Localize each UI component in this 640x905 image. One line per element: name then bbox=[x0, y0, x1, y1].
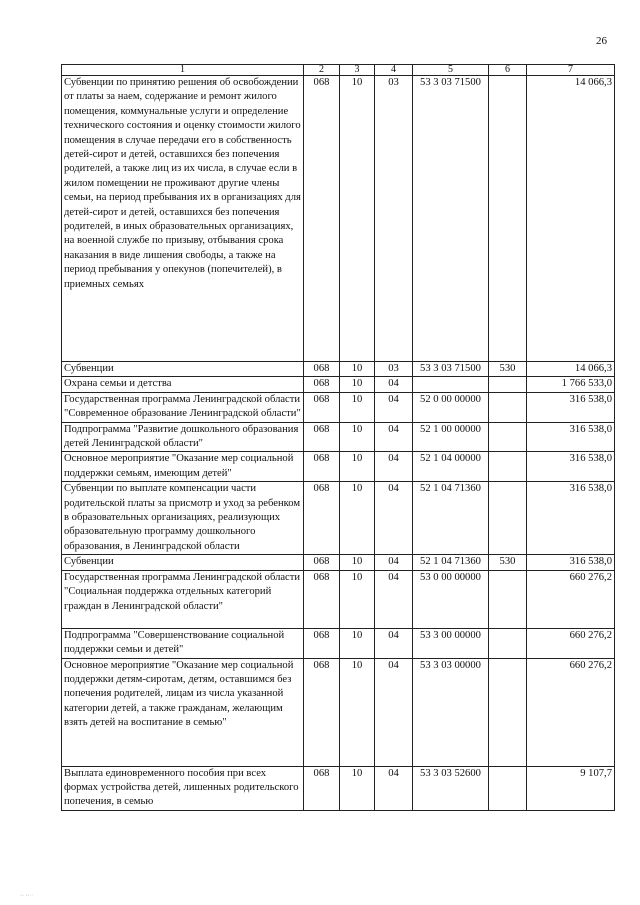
row-section-code: 10 bbox=[340, 76, 375, 362]
row-name: Государственная программа Ленинградской области "Современное образование Ленинградской области" bbox=[62, 392, 304, 422]
row-target-article: 53 3 03 00000 bbox=[413, 658, 489, 766]
header-col-7: 7 bbox=[527, 65, 615, 76]
row-amount: 660 276,2 bbox=[527, 570, 615, 628]
row-ministry-code: 068 bbox=[304, 422, 340, 452]
row-section-code: 10 bbox=[340, 658, 375, 766]
row-amount: 316 538,0 bbox=[527, 422, 615, 452]
table-row bbox=[62, 76, 615, 362]
row-name: Основное мероприятие "Оказание мер социальной поддержки детям-сиротам, детям, оставшимся без попечения родителей, лицам из числа указанной категории детей, а также гражданам, желающим взять детей на воспитание в семью" bbox=[62, 658, 304, 766]
row-name: Выплата единовременного пособия при всех формах устройства детей, лишенных родительского попечения, в семью bbox=[62, 766, 304, 810]
row-subsection-code: 04 bbox=[375, 422, 413, 452]
page-number: 26 bbox=[596, 35, 607, 47]
budget-table bbox=[61, 64, 615, 811]
row-section-code: 10 bbox=[340, 766, 375, 810]
row-target-article: 53 3 00 00000 bbox=[413, 628, 489, 658]
row-subsection-code: 04 bbox=[375, 392, 413, 422]
row-amount: 9 107,7 bbox=[527, 766, 615, 810]
row-ministry-code: 068 bbox=[304, 658, 340, 766]
table-row bbox=[62, 362, 615, 377]
row-subsection-code: 04 bbox=[375, 658, 413, 766]
table-row bbox=[62, 570, 615, 628]
row-subsection-code: 04 bbox=[375, 628, 413, 658]
row-amount: 316 538,0 bbox=[527, 392, 615, 422]
row-name: Субвенции bbox=[62, 362, 304, 377]
row-expense-type bbox=[489, 628, 527, 658]
row-ministry-code: 068 bbox=[304, 555, 340, 570]
row-section-code: 10 bbox=[340, 570, 375, 628]
row-name: Субвенции bbox=[62, 555, 304, 570]
row-target-article: 52 1 00 00000 bbox=[413, 422, 489, 452]
row-name: Основное мероприятие "Оказание мер социальной поддержки семьям, имеющим детей" bbox=[62, 452, 304, 482]
row-target-article: 52 1 04 00000 bbox=[413, 452, 489, 482]
table-row bbox=[62, 766, 615, 810]
row-amount: 316 538,0 bbox=[527, 482, 615, 555]
table-row bbox=[62, 422, 615, 452]
row-section-code: 10 bbox=[340, 482, 375, 555]
row-target-article: 52 1 04 71360 bbox=[413, 482, 489, 555]
row-expense-type bbox=[489, 422, 527, 452]
header-col-2: 2 bbox=[304, 65, 340, 76]
row-ministry-code: 068 bbox=[304, 362, 340, 377]
row-ministry-code: 068 bbox=[304, 392, 340, 422]
row-ministry-code: 068 bbox=[304, 76, 340, 362]
header-col-5: 5 bbox=[413, 65, 489, 76]
row-section-code: 10 bbox=[340, 628, 375, 658]
row-name: Государственная программа Ленинградской области "Социальная поддержка отдельных категорий граждан в Ленинградской области" bbox=[62, 570, 304, 628]
row-subsection-code: 04 bbox=[375, 570, 413, 628]
row-section-code: 10 bbox=[340, 392, 375, 422]
row-subsection-code: 04 bbox=[375, 555, 413, 570]
row-ministry-code: 068 bbox=[304, 482, 340, 555]
row-subsection-code: 04 bbox=[375, 452, 413, 482]
header-col-6: 6 bbox=[489, 65, 527, 76]
row-amount: 316 538,0 bbox=[527, 452, 615, 482]
row-target-article: 52 0 00 00000 bbox=[413, 392, 489, 422]
row-expense-type bbox=[489, 766, 527, 810]
table-row bbox=[62, 555, 615, 570]
row-subsection-code: 04 bbox=[375, 377, 413, 392]
row-name: Субвенции по принятию решения об освобождении от платы за наем, содержание и ремонт жилого помещения, коммунальные услуги и определение технического состояния и оценку стоимости жилого помещения в случае передачи его в собственность детей-сирот и детей, оставшихся без попечения родителей, а также лиц из их числа, в случае если в жилом помещении не проживают другие члены семьи, на период пребывания их в организациях для детей-сирот и детей, оставшихся без попечения родителей, в иных образовательных организациях, на военной службе по призыву, отбывания срока наказания в виде лишения свободы, а также на период пребывания у опекунов (попечителей), в приемных семьях bbox=[62, 76, 304, 362]
row-ministry-code: 068 bbox=[304, 377, 340, 392]
table-row bbox=[62, 658, 615, 766]
row-expense-type: 530 bbox=[489, 362, 527, 377]
row-amount: 316 538,0 bbox=[527, 555, 615, 570]
row-name: Подпрограмма "Совершенствование социальной поддержки семьи и детей" bbox=[62, 628, 304, 658]
row-amount: 660 276,2 bbox=[527, 628, 615, 658]
row-target-article bbox=[413, 377, 489, 392]
row-expense-type bbox=[489, 570, 527, 628]
row-target-article: 53 3 03 71500 bbox=[413, 362, 489, 377]
row-expense-type bbox=[489, 392, 527, 422]
row-amount: 14 066,3 bbox=[527, 76, 615, 362]
row-subsection-code: 03 bbox=[375, 76, 413, 362]
scan-artifact: ·· ·· · bbox=[20, 893, 33, 899]
header-col-4: 4 bbox=[375, 65, 413, 76]
row-name: Охрана семьи и детства bbox=[62, 377, 304, 392]
row-section-code: 10 bbox=[340, 362, 375, 377]
row-target-article: 52 1 04 71360 bbox=[413, 555, 489, 570]
row-expense-type bbox=[489, 482, 527, 555]
table-row bbox=[62, 482, 615, 555]
row-expense-type bbox=[489, 76, 527, 362]
row-expense-type bbox=[489, 452, 527, 482]
row-ministry-code: 068 bbox=[304, 628, 340, 658]
row-expense-type bbox=[489, 377, 527, 392]
row-section-code: 10 bbox=[340, 452, 375, 482]
row-name: Подпрограмма "Развитие дошкольного образования детей Ленинградской области" bbox=[62, 422, 304, 452]
row-amount: 660 276,2 bbox=[527, 658, 615, 766]
row-subsection-code: 03 bbox=[375, 362, 413, 377]
row-section-code: 10 bbox=[340, 422, 375, 452]
row-ministry-code: 068 bbox=[304, 766, 340, 810]
row-target-article: 53 0 00 00000 bbox=[413, 570, 489, 628]
row-subsection-code: 04 bbox=[375, 482, 413, 555]
row-ministry-code: 068 bbox=[304, 570, 340, 628]
row-section-code: 10 bbox=[340, 555, 375, 570]
row-section-code: 10 bbox=[340, 377, 375, 392]
header-col-1: 1 bbox=[62, 65, 304, 76]
table-row bbox=[62, 377, 615, 392]
row-expense-type: 530 bbox=[489, 555, 527, 570]
row-amount: 1 766 533,0 bbox=[527, 377, 615, 392]
table-row bbox=[62, 452, 615, 482]
row-subsection-code: 04 bbox=[375, 766, 413, 810]
row-ministry-code: 068 bbox=[304, 452, 340, 482]
table-row bbox=[62, 392, 615, 422]
row-amount: 14 066,3 bbox=[527, 362, 615, 377]
header-col-3: 3 bbox=[340, 65, 375, 76]
row-target-article: 53 3 03 52600 bbox=[413, 766, 489, 810]
row-expense-type bbox=[489, 658, 527, 766]
row-name: Субвенции по выплате компенсации части родительской платы за присмотр и уход за ребенком в образовательных организациях, реализующих образовательную программу дошкольного образования, в Ленинградской области bbox=[62, 482, 304, 555]
table-header-row bbox=[62, 65, 615, 76]
row-target-article: 53 3 03 71500 bbox=[413, 76, 489, 362]
table-row bbox=[62, 628, 615, 658]
